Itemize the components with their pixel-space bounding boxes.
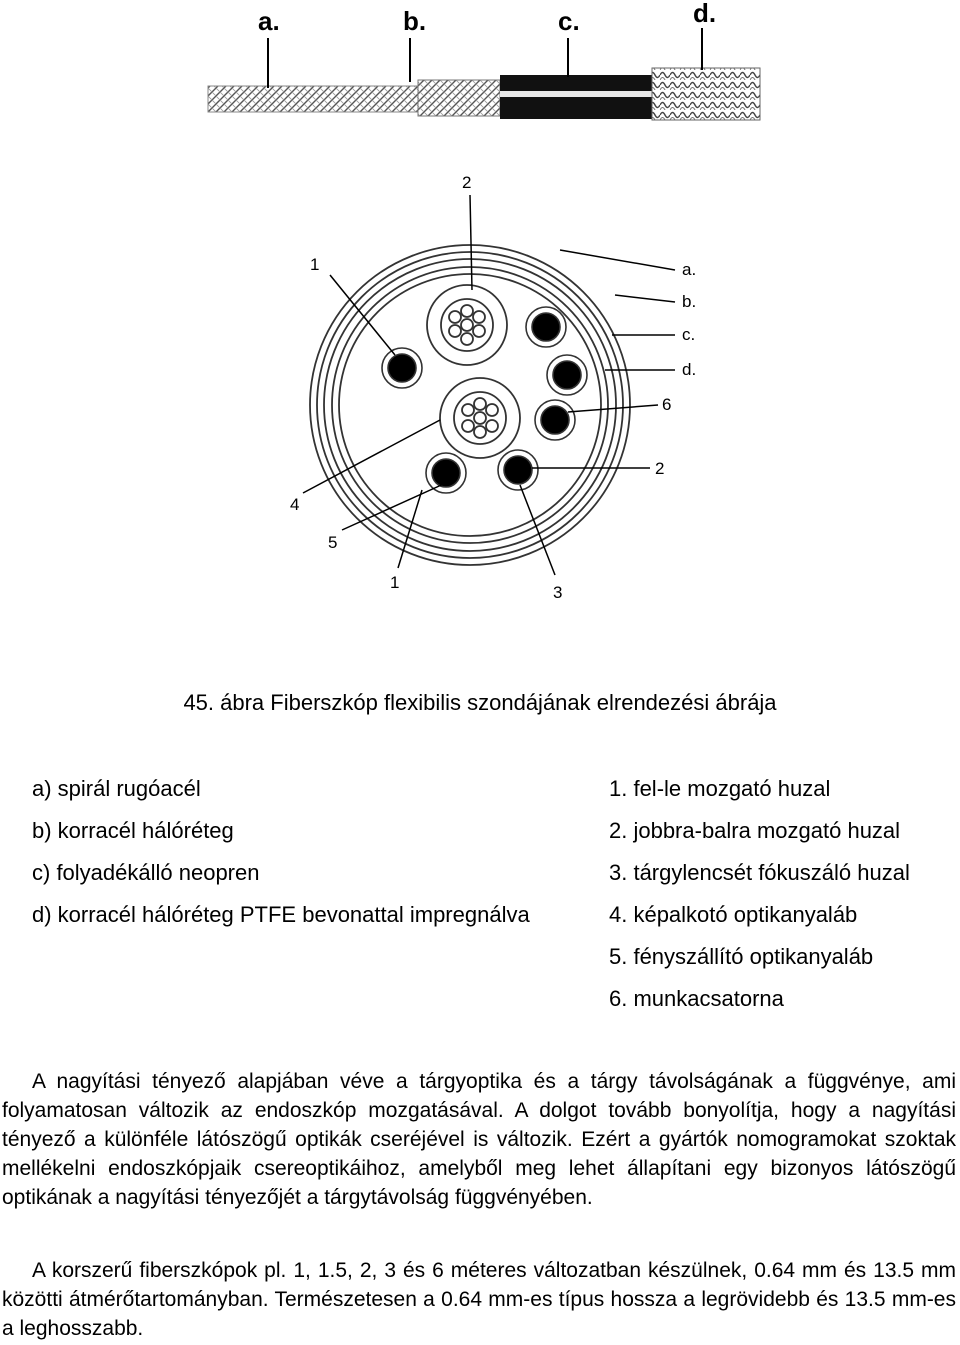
cs-label-b: b.: [682, 292, 697, 311]
cable-cross-section: [310, 245, 630, 565]
light-bundle: [440, 378, 520, 458]
cs-label-3: 3: [553, 583, 563, 602]
legend-left-b: b) korracél hálóréteg: [32, 818, 234, 843]
legend-right-2: 2. jobbra-balra mozgató huzal: [609, 818, 901, 843]
cs-label-2-top: 2: [462, 173, 472, 192]
legend-left-d: d) korracél hálóréteg PTFE bevonattal impregnálva: [32, 902, 530, 927]
cs-label-a: a.: [682, 260, 697, 279]
figure-caption: 45. ábra Fiberszkóp flexibilis szondájának elrendezési ábrája: [183, 690, 777, 715]
legend-right-5: 5. fényszállító optikanyaláb: [609, 944, 874, 969]
paragraph-magnification: [2, 1067, 956, 1212]
top-label-a: a.: [258, 6, 280, 36]
legend-right-1: 1. fel-le mozgató huzal: [609, 776, 831, 801]
cable-side-view: [208, 0, 760, 120]
cs-label-4: 4: [290, 495, 300, 514]
cs-label-d: d.: [682, 360, 697, 379]
top-label-b: b.: [403, 6, 427, 36]
paragraph-sizes: [2, 1256, 956, 1343]
legend-right-3: 3. tárgylencsét fókuszáló huzal: [609, 860, 910, 885]
cs-label-6: 6: [662, 395, 672, 414]
cs-label-1-top: 1: [310, 255, 320, 274]
layer-d-ptfe-mesh: [652, 68, 760, 120]
top-label-c: c.: [558, 6, 580, 36]
top-label-d: d.: [693, 0, 717, 28]
cs-label-c: c.: [682, 325, 696, 344]
layer-a-spring: [208, 86, 418, 112]
cs-label-1-bottom: 1: [390, 573, 400, 592]
paragraph-sizes-text: A korszerű fiberszkópok pl. 1, 1.5, 2, 3 és 6 méteres változatban készülnek, 0.64 mm és 13.5 mm közötti átmérőtartományban. Természetesen a 0.64 mm-es típus hossza a legrövidebb és 13.5 mm-es a leghosszabb.: [2, 1259, 956, 1340]
legend-left-a: a) spirál rugóacél: [32, 776, 201, 801]
fiberscope-diagram: [0, 0, 960, 660]
cs-label-2-right: 2: [655, 459, 665, 478]
legend-right-4: 4. képalkotó optikanyaláb: [609, 902, 858, 927]
legend-left-c: c) folyadékálló neopren: [32, 860, 260, 885]
layer-c-highlight: [500, 91, 652, 97]
legend-right-6: 6. munkacsatorna: [609, 986, 784, 1011]
cs-label-5: 5: [328, 533, 338, 552]
imaging-bundle: [427, 285, 507, 365]
paragraph-magnification-text: A nagyítási tényező alapjában véve a tárgyoptika és a tárgy távolságának a függvénye, ami folyamatosan változik az endoszkóp mozgatásával. A dolgot tovább bonyolítja, hogy a nagyítási tényező a különféle látószögű optikák cseréjével is változik. Ezért a gyártók nomogramokat szoktak mellékelni endoszkópjaik csereoptikáihoz, amelyből meg lehet állapítani egy bizonyos látószögű optikának a nagyítási tényezőjét a tárgytávolság függvényében.: [2, 1070, 956, 1209]
layer-b-mesh: [418, 80, 500, 116]
